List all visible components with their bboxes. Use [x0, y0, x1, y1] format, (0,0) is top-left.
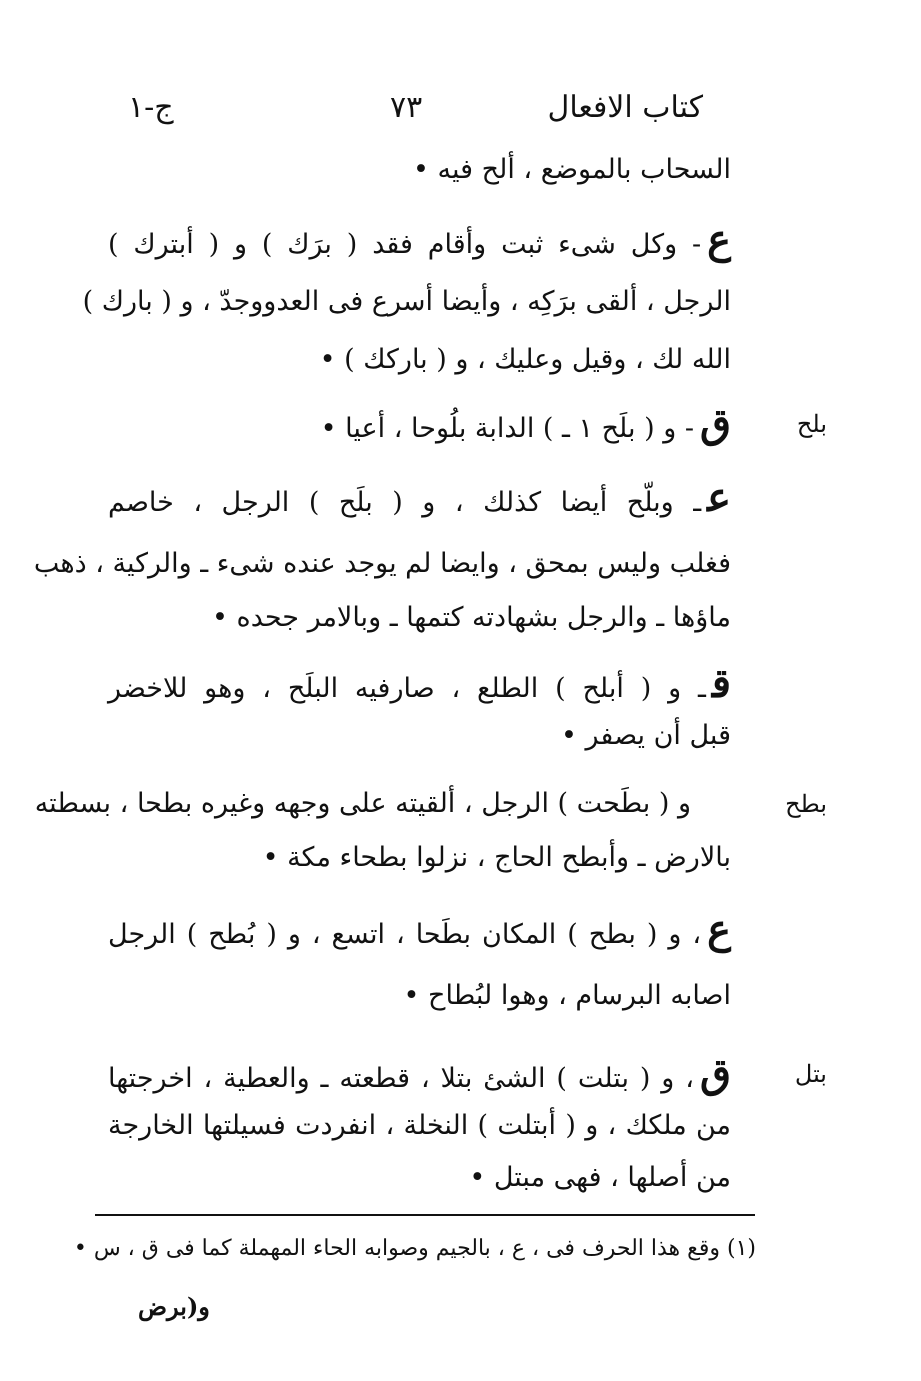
section-letter: ق [699, 400, 731, 447]
volume-label: ج-١ [128, 90, 174, 125]
text-line: السحاب بالموضع ، ألح فيه • [413, 154, 731, 185]
footnote: (١) وقع هذا الحرف فى ، ع ، بالجيم وصوابه الحاء المهملة كما فى ق ، س • [73, 1236, 756, 1261]
margin-label: بطح [785, 790, 827, 818]
text-line: اصابه البرسام ، وهوا لبُطاح • [403, 980, 731, 1011]
text-line: ماؤها ـ والرجل بشهادته كتمها ـ وبالامر جحده • [212, 602, 731, 633]
text-line: قـ و ( أبلح ) الطلع ، صارفيه البلَح ، وهو للاخضر [108, 660, 731, 707]
text-line: ع، و ( بطح ) المكان بطَحا ، اتسع ، و ( بُطح ) الرجل [108, 906, 731, 953]
catchword: و(برض [138, 1292, 210, 1321]
text-line: الله لك ، وقيل وعليك ، و ( باركك ) • [319, 344, 731, 375]
margin-label: بتل [794, 1060, 827, 1088]
section-letter: ع [707, 216, 731, 263]
text-line: ع- وكل شىء ثبت وأقام فقد ( برَك ) و ( أبترك ) [108, 216, 731, 263]
text-line: من ملكك ، و ( أبتلت ) النخلة ، انفردت فسيلتها الخارجة [108, 1110, 731, 1141]
text-line: فغلب وليس بمحق ، وايضا لم يوجد عنده شىء ـ والركية ، ذهب [33, 548, 731, 579]
text-line: و ( بطَحت ) الرجل ، ألقيته على وجهه وغيره بطحا ، بسطته [34, 788, 691, 819]
section-letter: ع [707, 906, 731, 953]
footnote-divider [95, 1214, 755, 1216]
section-letter: ق [711, 660, 731, 707]
text-line: ق، و ( بتلت ) الشئ بتلا ، قطعته ـ والعطية ، اخرجتها [108, 1050, 731, 1097]
text-line: من أصلها ، فهى مبتل • [469, 1162, 731, 1193]
margin-label: بلح [796, 410, 827, 438]
page-number: ٧٣ [390, 90, 423, 125]
text-line: قبل أن يصفر • [561, 720, 731, 751]
section-letter: ق [699, 1050, 731, 1097]
text-line: الرجل ، ألقى برَكِه ، وأيضا أسرع فى العدووجدّ ، و ( بارك ) [82, 286, 731, 317]
text-line: بالارض ـ وأبطح الحاج ، نزلوا بطحاء مكة • [262, 842, 731, 873]
page-title: كتاب الافعال [547, 90, 703, 125]
text-line: عـ وبلّح أيضا كذلك ، و ( بلَح ) الرجل ، خاصم [108, 474, 731, 521]
text-line: ق- و ( بلَح ١ ـ ) الدابة بلُوحا ، أعيا • [320, 400, 731, 447]
section-letter: ع [707, 474, 731, 521]
